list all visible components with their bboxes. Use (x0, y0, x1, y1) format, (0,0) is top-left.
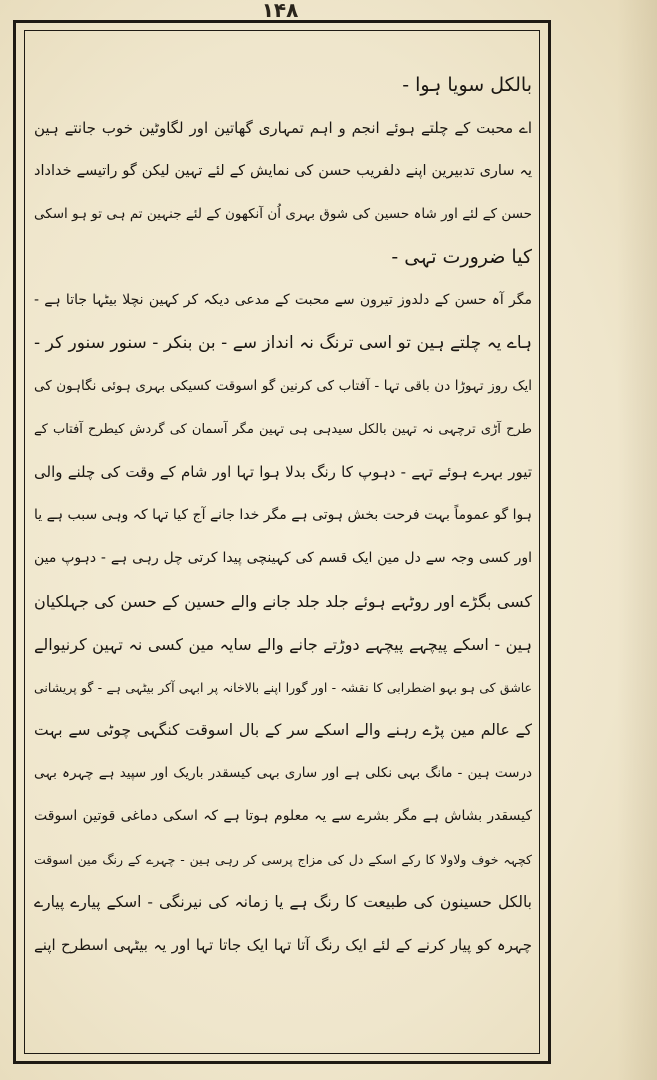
text-line: بالکل حسینون کی طبیعت کا رنگ ہے یا زمانہ کی نیرنگی - اسکے پیارے پیارے (34, 893, 532, 911)
text-line: تیور بہرے ہوئے تہے - دہوپ کا رنگ بدلا ہوا تہا اور شام کے وقت کی چلنے والی (34, 463, 532, 481)
text-line: بالکل سویا ہوا - (402, 74, 532, 96)
page-edge-shadow (617, 0, 657, 1080)
text-line: عاشق کی ہو بہو اضطرابی کا نقشہ - اور گورا اپنے بالاخانہ پر ابہی آکر بیٹہی ہے - گو پریشانی (34, 680, 532, 695)
text-line: چہرہ کو پیار کرنے کے لئے ایک رنگ آتا تہا ایک جاتا تہا اور یہ بیٹہی اسطرح اپنے (34, 936, 532, 954)
text-line: ہاے یہ چلتے ہین تو اسی ترنگ نہ انداز سے - بن بنکر - سنور سنور کر - (34, 333, 532, 353)
text-line: ہوا گو عموماً بہت فرحت بخش ہوتی ہے مگر خدا جانے آج کیا تہا کہ وہی سبب ہے یا (34, 507, 532, 523)
text-line: کیسقدر بشاش ہے مگر بشرے سے یہ معلوم ہوتا ہے کہ اسکی دماغی قوتین اسوقت (34, 808, 532, 824)
text-line: ہین - اسکے پیچہے پیچہے دوڑتے جانے والے سایہ مین کسی نہ تہین کرنیوالے (34, 635, 532, 654)
text-line: حسن کے لئے اور شاہ حسین کی شوق بہری اُن آنکھون کے لئے جنہین تم ہی تو ہو اسکی (34, 206, 532, 222)
text-line: اور کسی وجہ سے دل مین ایک قسم کی کہینچی پیدا کرتی چل رہی ہے - دہوپ مین (34, 550, 532, 566)
page-number: ۱۴۸ (261, 0, 299, 22)
text-line: کیا ضرورت تہی - (391, 246, 532, 268)
text-line: اے محبت کے چلتے ہوئے انجم و اہم تمہاری گھاتین اور لگاوٹین خوب جانتے ہین (34, 119, 532, 137)
body-text (34, 64, 532, 1048)
text-line: کچہہ خوف ولاولا کا رکے اسکے دل کی مزاج پرسی کر رہی ہین - چہرے کے رنگ مین اسوقت (34, 852, 532, 867)
text-line: کے عالم مین پڑے رہنے والے اسکے سر کے بال اسوقت کنگہی چوٹی سے بہت (34, 721, 532, 739)
text-line: درست ہین - مانگ بہی نکلی ہے اور ساری بہی کیسقدر باریک اور سپید ہے چہرہ بہی (34, 765, 532, 781)
text-line: طرح آڑی ترچہی نہ تہین بالکل سیدہی ہی تہین مگر آسمان کی گردش کیطرح آفتاب کے (34, 422, 532, 437)
text-line: کسی بگڑے اور روٹہے ہوئے جلد جلد جانے والے حسین کے حسن کی جہلکیان (34, 592, 532, 611)
text-line: مگر آہ حسن کے دلدوز تیرون سے محبت کے مدعی دیکہ کر کہین نچلا بیٹہا جاتا ہے - (34, 292, 532, 308)
text-line: ایک روز تہوڑا دن باقی تہا - آفتاب کی کرنین گو اسوقت کسیکی بہری ہوئی نگاہون کی (34, 378, 532, 394)
text-line: یہ ساری تدبیرین اپنے دلفریب حسن کی نمایش کے لئے تہین لیکن گو راتیسے خداداد (34, 163, 532, 179)
